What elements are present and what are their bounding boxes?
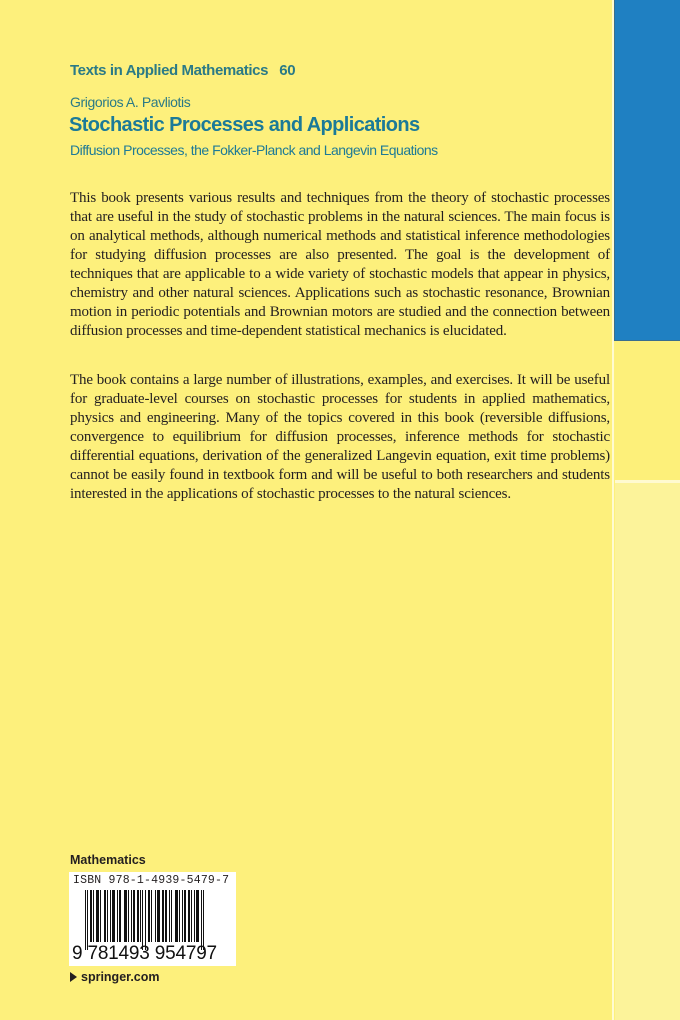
- publisher-link-label: springer.com: [81, 970, 160, 984]
- author-name: Grigorios A. Pavliotis: [70, 94, 191, 110]
- publisher-link[interactable]: [70, 970, 160, 984]
- barcode-bars: [85, 890, 225, 948]
- series-name: Texts in Applied Mathematics 60: [70, 62, 296, 79]
- description-paragraph-2: The book contains a large number of illustrations, examples, and exercises. It will be useful for graduate-level courses on stochastic processes for students in applied mathematics, physics and engineering. Many of the topics covered in this book (reversible diffusions, convergence to equilibrium for diffusion processes, inference methods for stochastic differential equations, derivation of the generalized Langevin equation, exit time problems) cannot be easily found in textbook form and will be useful to both researchers and students interested in the applications of stochastic processes to the natural sciences.: [70, 372, 610, 502]
- description-paragraph-1: This book presents various results and techniques from the theory of stochastic processes that are useful in the study of stochastic problems in the natural sciences. The main focus is on analytical methods, although numerical methods and statistical inference methodologies for studying diffusion processes are also presented. The goal is the development of techniques that are applicable to a wide variety of stochastic models that appear in physics, chemistry and other natural sciences. Applications such as stochastic resonance, Brownian motion in periodic potentials and Brownian motors are studied and the connection between diffusion processes and time-dependent statistical mechanics is elucidated.: [70, 190, 610, 339]
- book-title: Stochastic Processes and Applications: [69, 114, 420, 136]
- spine-blue-band: [614, 0, 680, 341]
- triangle-right-icon: [70, 972, 77, 982]
- spine-lower-panel: [615, 483, 680, 1020]
- barcode: [69, 872, 236, 966]
- spine-yellow-panel: [615, 342, 680, 480]
- subject-category: Mathematics: [70, 853, 146, 867]
- book-subtitle: Diffusion Processes, the Fokker-Planck and Langevin Equations: [70, 142, 438, 158]
- isbn-label: ISBN 978-1-4939-5479-7: [73, 874, 230, 887]
- ean-digits: 9 781493 954797: [72, 943, 217, 964]
